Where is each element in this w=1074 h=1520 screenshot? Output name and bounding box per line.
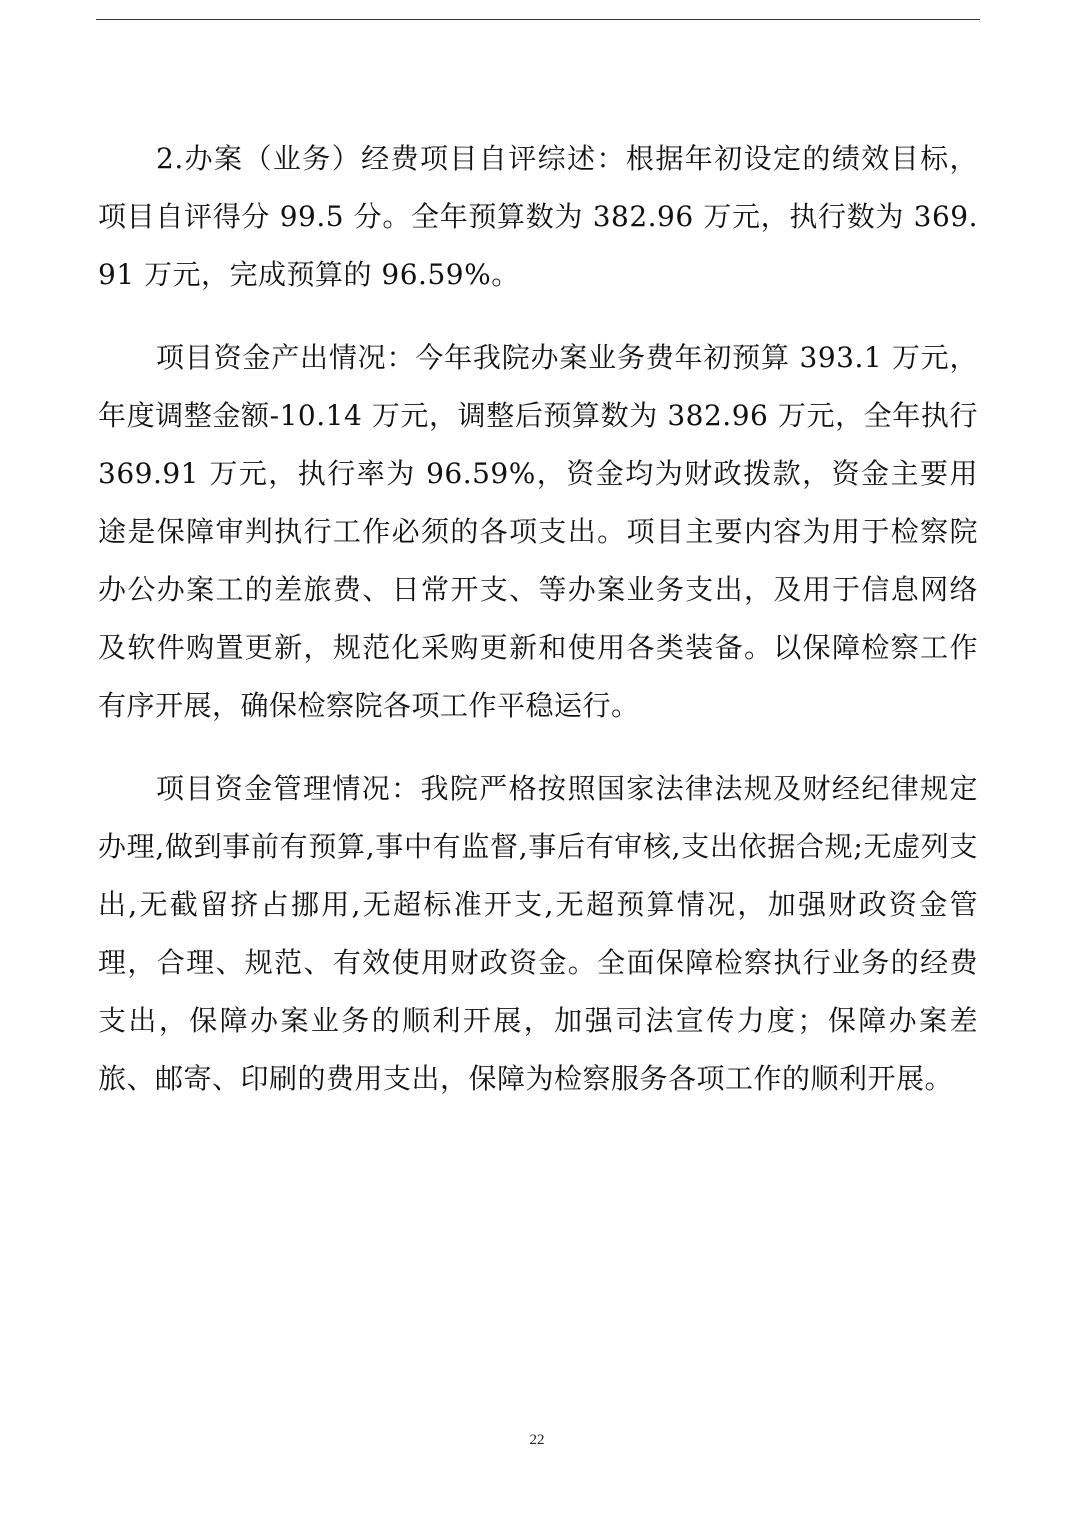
- body-text: [98, 130, 978, 1133]
- paragraph-project-summary: 2.办案（业务）经费项目自评综述：根据年初设定的绩效目标，项目自评得分 99.5 分。全年预算数为 382.96 万元，执行数为 369.91 万元，完成预算的 96.59%。: [98, 142, 978, 291]
- page-number: 22: [529, 1432, 545, 1448]
- header-rule: [96, 19, 980, 20]
- paragraph-fund-management: 项目资金管理情况：我院严格按照国家法律法规及财经纪律规定办理,做到事前有预算,事中有监督,事后有审核,支出依据合规;无虚列支出,无截留挤占挪用,无超标准开支,无超预算情况，加强财政资金管理，合理、规范、有效使用财政资金。全面保障检察执行业务的经费支出，保障办案业务的顺利开展，加强司法宣传力度；保障办案差旅、邮寄、印刷的费用支出，保障为检察服务各项工作的顺利开展。: [98, 772, 978, 1095]
- paragraph-fund-output: 项目资金产出情况：今年我院办案业务费年初预算 393.1 万元，年度调整金额-10.14 万元，调整后预算数为 382.96 万元，全年执行 369.91 万元，执行率为 96.59%，资金均为财政拨款，资金主要用途是保障审判执行工作必须的各项支出。项目主要内容为用于检察院办公办案工的差旅费、日常开支、等办案业务支出，及用于信息网络及软件购置更新，规范化采购更新和使用各类装备。以保障检察工作有序开展，确保检察院各项工作平稳运行。: [98, 341, 978, 722]
